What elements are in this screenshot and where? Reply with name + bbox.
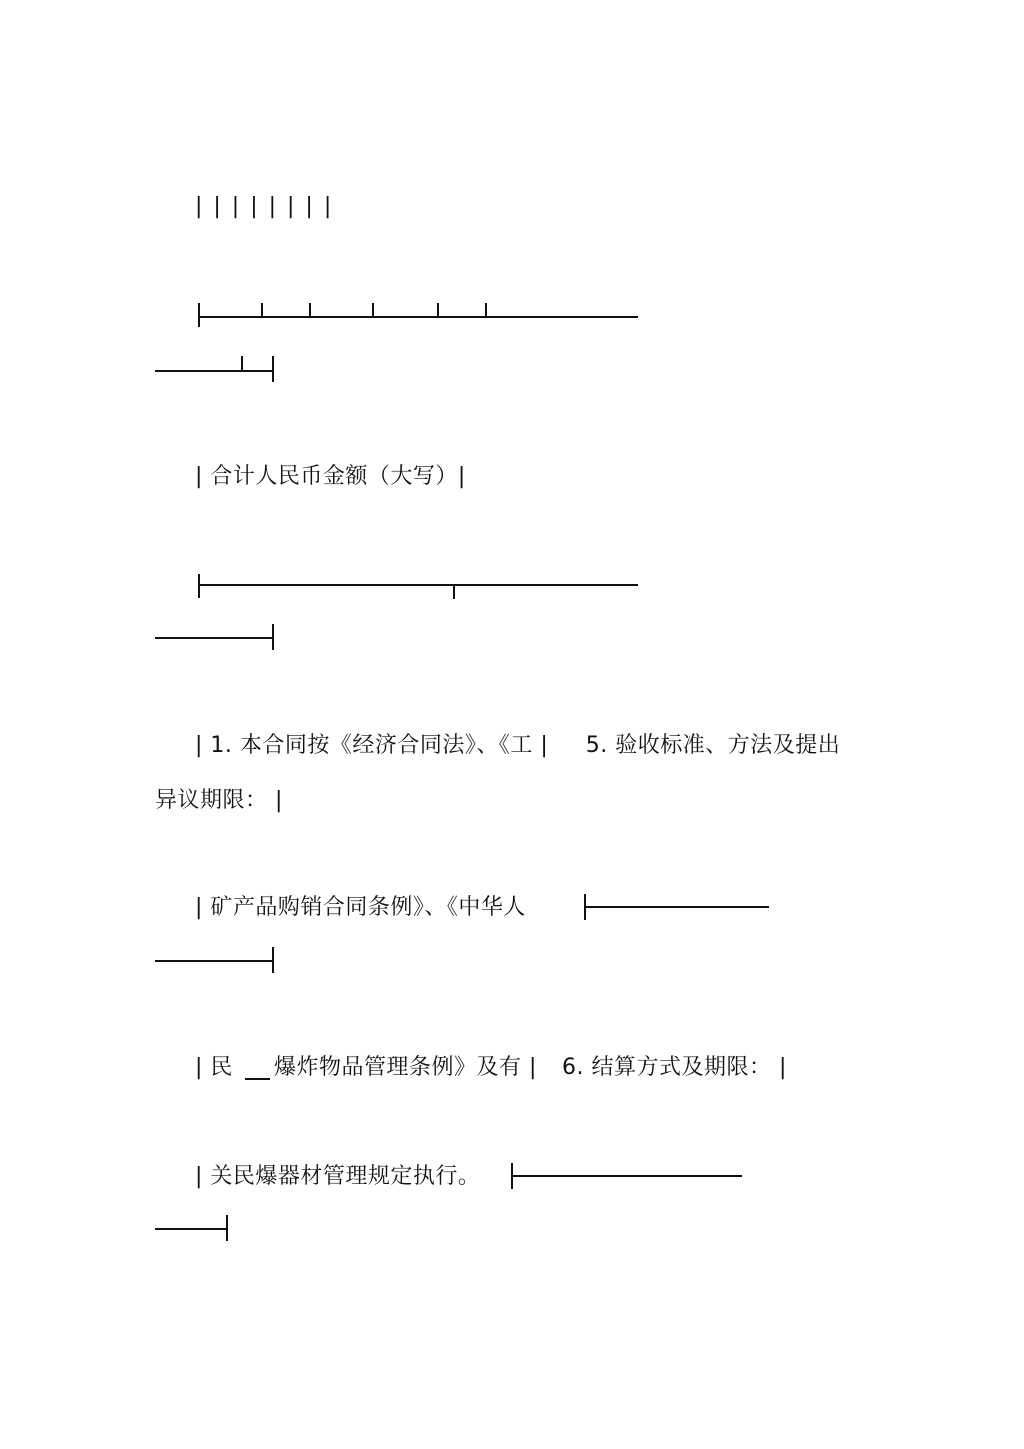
table-bar-row: | | | | | | | | (195, 194, 334, 219)
clause-1-line-4-post: 爆炸物品管理条例》及有 | (274, 1055, 537, 1080)
clause-1-line-1: | 1. 本合同按《经济合同法》、《工 | 5. 验收标准、方法及提出 (195, 733, 841, 758)
blank-underline (245, 1078, 270, 1080)
clause-1-line-3: | 矿产品购销合同条例》、《中华人 (195, 895, 526, 920)
clause-1-line-2: 异议期限： | (155, 788, 283, 813)
clause-1-line-4-pre: | 民 (195, 1055, 233, 1080)
total-amount-label: | 合计人民币金额（大写）| (195, 464, 466, 489)
clause-6: 6. 结算方式及期限： | (562, 1055, 787, 1080)
clause-1-line-5: | 关民爆器材管理规定执行。 (195, 1164, 481, 1189)
